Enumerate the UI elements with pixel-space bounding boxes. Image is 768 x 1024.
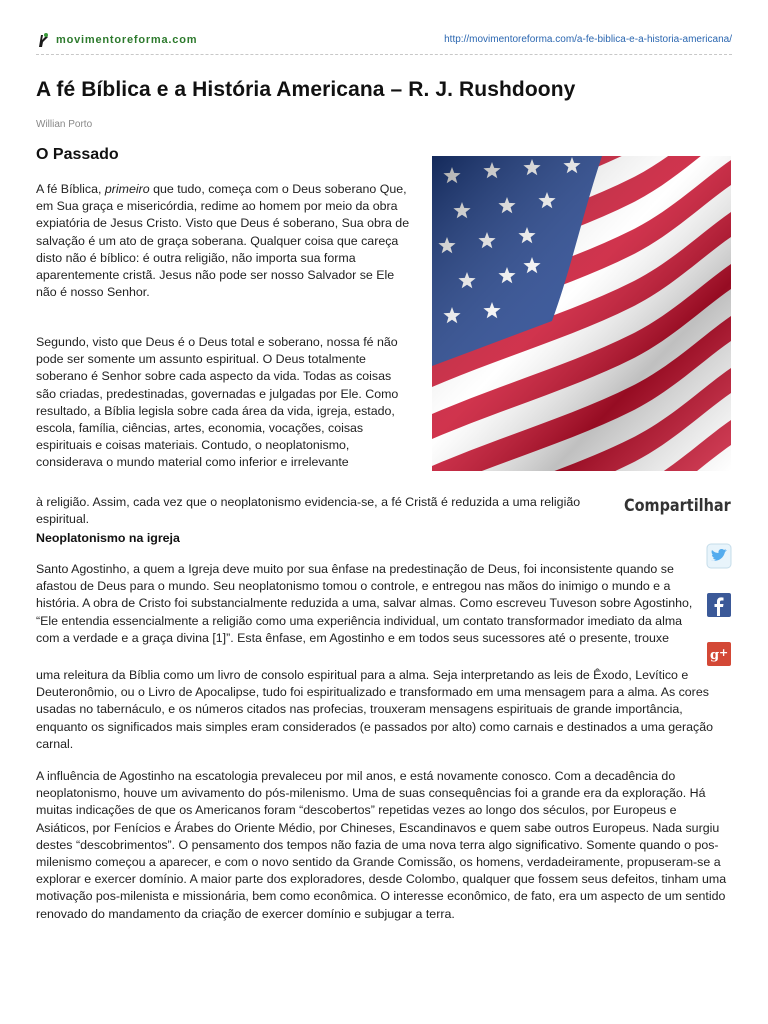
subheading-neoplatonismo: Neoplatonismo na igreja: [36, 531, 180, 545]
share-label: Compartilhar: [624, 496, 731, 516]
svg-text:+: +: [719, 646, 729, 659]
facebook-share-button[interactable]: [706, 592, 732, 618]
site-name[interactable]: movimentoreforma.com: [56, 34, 198, 46]
svg-text:g: g: [710, 648, 720, 663]
google-plus-share-button[interactable]: [706, 641, 732, 667]
paragraph-2: Segundo, visto que Deus é o Deus total e soberano, nossa fé não pode ser somente um assunto espiritual. O Deus totalmente soberano é Senhor sobre cada aspecto da vida. Todas as coisas são criadas, predestinadas, governadas e julgadas por Ele. Como resultado, a Bíblia legisla sobre cada área da vida, igreja, estado, escola, família, ciências, artes, economia, vocações, coisas espirituais e coisas materiais. Contudo, o neoplatonismo, considerava o mundo material como inferior e irrelevante: [36, 335, 399, 470]
facebook-icon: [706, 592, 732, 618]
site-logo-icon: [36, 32, 50, 48]
site-header: [36, 28, 732, 55]
paragraph-1: [36, 181, 410, 301]
paragraph-2-continued: à religião. Assim, cada vez que o neoplatonismo evidencia-se, a fé Cristã é reduzida a uma religião espiritual.: [36, 495, 581, 527]
google-plus-icon: [706, 641, 732, 667]
article-url-link[interactable]: http://movimentoreforma.com/a-fe-biblica-e-a-historia-americana/: [444, 34, 732, 45]
twitter-share-button[interactable]: [706, 543, 732, 569]
paragraph-1-body: que tudo, começa com o Deus soberano Que, em Sua graça e misericórdia, redime ao homem por meio da obra expiatória de Jesus Cristo. Visto que Deus é soberano, Sua obra de salvação é um ato de graça soberana. Qualquer coisa que careça disto não é bíblico: é outra religião, não importa sua forma aparentemente cristã. Jesus não pode ser nosso Salvador se Ele não é nosso Senhor.: [36, 182, 410, 300]
american-flag-image: [432, 156, 731, 471]
twitter-icon: [706, 543, 732, 569]
paragraph-1-lead: A fé Bíblica,: [36, 182, 105, 196]
article-author: Willian Porto: [36, 119, 93, 130]
paragraph-3: Santo Agostinho, a quem a Igreja deve muito por sua ênfase na predestinação de Deus, foi inconsistente quando se afastou de Deus para o mundo. Seu neoplatonismo tomou o controle, e entregou nas mãos do inimigo o mundo e a história. A obra de Cristo foi substancialmente reduzida a uma, salvar almas. Como escreveu Tuveson sobre Agostinho, “Ele entendia essencialmente a religião como uma experiência individual, um contato transformador imediato da alma com a verdade e a graça divina [1]”. Esta ênfase, em Agostinho e em todos seus sucessores até o presente, trouxe: [36, 562, 693, 645]
paragraph-4: A influência de Agostinho na escatologia prevaleceu por mil anos, e está novamente conosco. Com a decadência do neoplatonismo, houve um avivamento do pós-milenismo. Uma de suas consequências foi a grande era da exploração. Há muitas indicações de que os Americanos foram “descobertos” repetidas vezes ao longo dos séculos, por Europeus e Asiáticos, por Fenícios e Árabes do Oriente Médio, por Chineses, Escandinavos e quem sabe outros Europeus. Nada surgiu destes “descobrimentos”. O pensamento dos tempos não fazia de uma nova terra algo significativo. Somente quando o pos-milenismo começou a aparecer, e com o novo sentido da Grande Comissão, os homens, verdadeiramente, propuseram-se a explorar e exercer domínio. A maior parte dos exploradores, desde Colombo, qualquer que fossem seus defeitos, tinham uma motivação pos-milenista e missionária, bem como econômica. O interesse econômico, de fato, era um aspecto de um sentido renovado do mandamento da criação de exercer domínio e subjugar a terra.: [36, 769, 727, 921]
site-brand[interactable]: [36, 32, 197, 48]
paragraph-3-continued: uma releitura da Bíblia como um livro de consolo espiritual para a alma. Seja interpretando as leis de Êxodo, Levítico e Deuteronômio, ou o Livro de Apocalipse, tudo foi espiritualizado e transformado em uma mensagem para a alma. As cores usadas no tabernáculo, e os números citados nas profecias, trouxeram mensagens espirituais de grande importância, enquanto os significados mais simples eram considerados (e passados por alto) como carnais e destinados a uma geração carnal.: [36, 668, 714, 751]
paragraph-1-emphasis: primeiro: [104, 182, 150, 196]
section-heading: O Passado: [36, 146, 119, 163]
article-title: A fé Bíblica e a História Americana – R. J. Rushdoony: [36, 78, 576, 101]
